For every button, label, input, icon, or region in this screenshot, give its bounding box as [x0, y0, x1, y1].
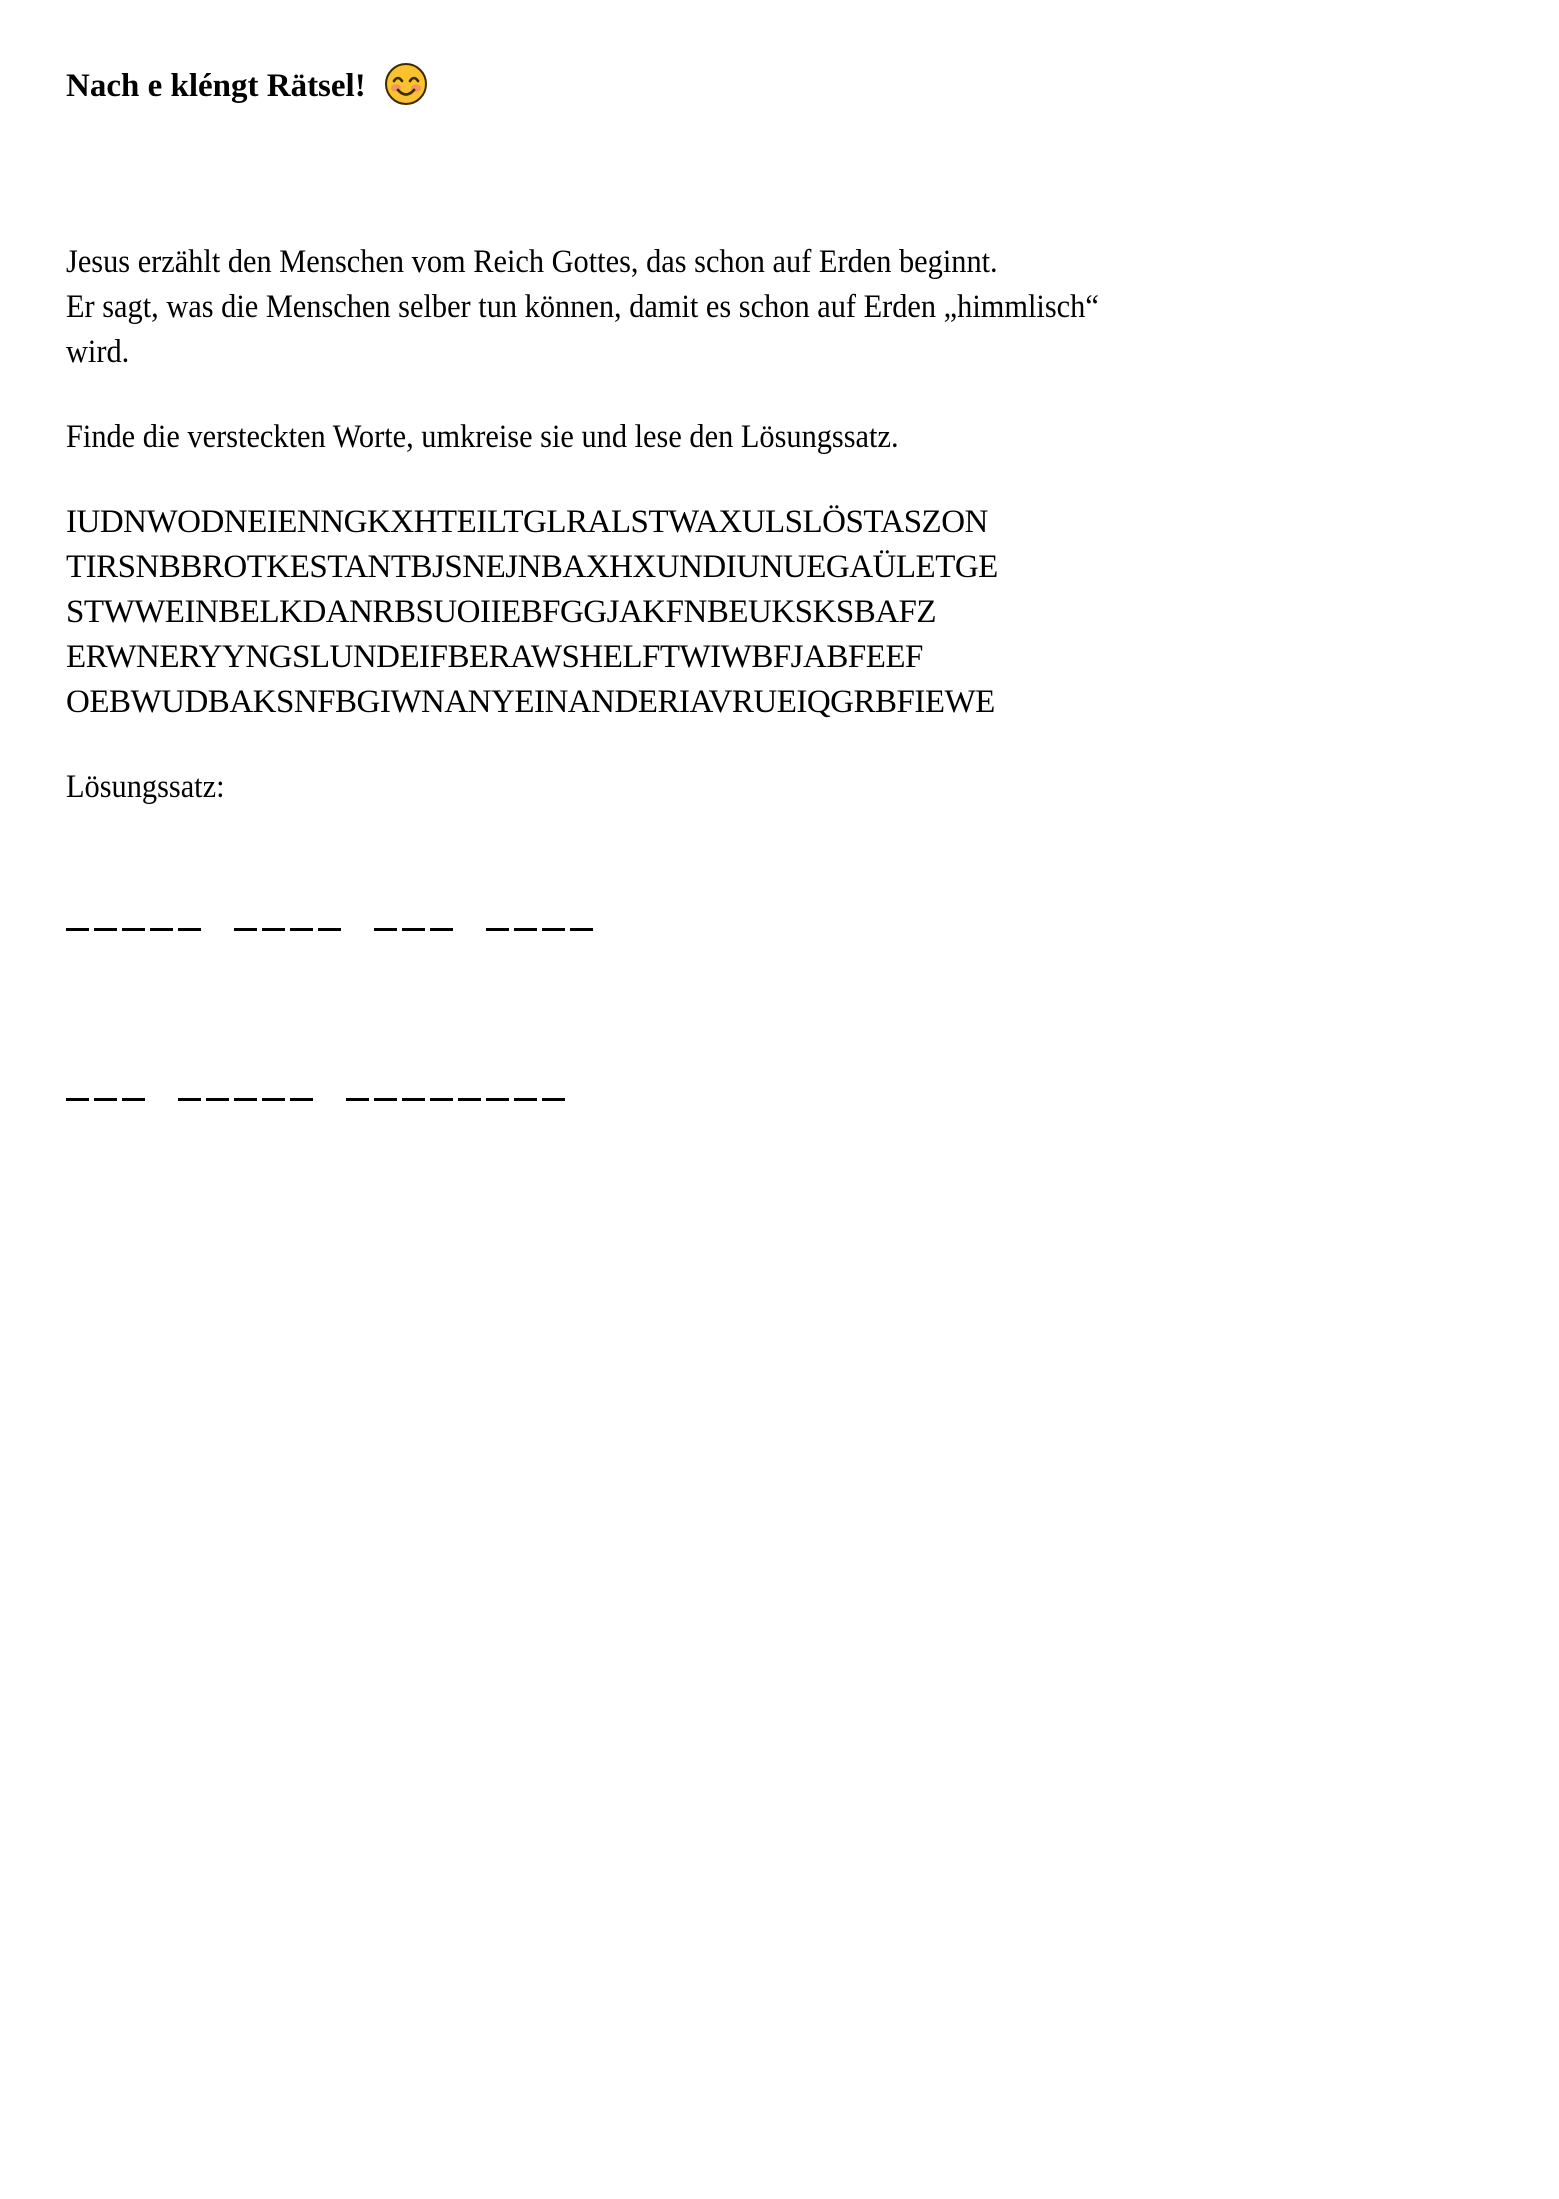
instruction-text: Finde die versteckten Worte, umkreise sie und lese den Lösungssatz. — [66, 419, 899, 455]
grid-row-2[interactable]: TIRSNBBROTKESTANTBJSNEJNBAXHXUNDIUNUEGAÜLETGE — [66, 549, 998, 585]
answer-word-blank-2[interactable] — [178, 1098, 318, 1101]
letter-blank — [234, 1098, 257, 1101]
worksheet-title — [66, 64, 428, 108]
grid-row-1[interactable]: IUDNWODNEIENNGKXHTEILTGLRALSTWAXULSLÖSTASZON — [66, 504, 988, 540]
answer-word-blank-3[interactable] — [346, 1098, 570, 1101]
answer-word-blank-4[interactable] — [486, 928, 598, 931]
solution-blanks-line-2[interactable] — [66, 1098, 598, 1101]
letter-blank — [94, 1098, 117, 1101]
letter-blank — [374, 928, 397, 931]
intro-line-3: wird. — [66, 334, 130, 370]
word-search-grid — [66, 500, 998, 725]
letter-blank — [206, 1098, 229, 1101]
answer-word-blank-1[interactable] — [66, 928, 206, 931]
letter-blank — [178, 1098, 201, 1101]
answer-word-blank-1[interactable] — [66, 1098, 150, 1101]
letter-blank — [290, 1098, 313, 1101]
answer-word-blank-2[interactable] — [234, 928, 346, 931]
letter-blank — [402, 1098, 425, 1101]
letter-blank — [514, 928, 537, 931]
letter-blank — [542, 1098, 565, 1101]
letter-blank — [514, 1098, 537, 1101]
letter-blank — [346, 1098, 369, 1101]
letter-blank — [486, 1098, 509, 1101]
letter-blank — [262, 1098, 285, 1101]
letter-blank — [430, 1098, 453, 1101]
answer-word-blank-3[interactable] — [374, 928, 458, 931]
grid-row-5[interactable]: OEBWUDBAKSNFBGIWNANYEINANDERIAVRUEIQGRBFIEWE — [66, 684, 995, 720]
letter-blank — [66, 928, 89, 931]
letter-blank — [262, 928, 285, 931]
letter-blank — [458, 1098, 481, 1101]
letter-blank — [66, 1098, 89, 1101]
solution-label: Lösungssatz: — [66, 769, 225, 805]
letter-blank — [122, 1098, 145, 1101]
letter-blank — [402, 928, 425, 931]
letter-blank — [318, 928, 341, 931]
letter-blank — [542, 928, 565, 931]
intro-line-2: Er sagt, was die Menschen selber tun können, damit es schon auf Erden „himmlisch“ — [66, 289, 1099, 325]
title-text: Nach e kléngt Rätsel! — [66, 68, 366, 104]
letter-blank — [150, 928, 173, 931]
letter-blank — [94, 928, 117, 931]
solution-blanks-line-1[interactable] — [66, 928, 626, 931]
letter-blank — [486, 928, 509, 931]
letter-blank — [374, 1098, 397, 1101]
letter-blank — [430, 928, 453, 931]
grid-row-3[interactable]: STWWEINBELKDANRBSUOIIEBFGGJAKFNBEUKSKSBAFZ — [66, 594, 937, 630]
grid-row-4[interactable]: ERWNERYYNGSLUNDEIFBERAWSHELFTWIWBFJABFEEF — [66, 639, 923, 675]
smiling-face-emoji-icon — [384, 62, 428, 106]
intro-line-1: Jesus erzählt den Menschen vom Reich Gottes, das schon auf Erden beginnt. — [66, 244, 998, 280]
letter-blank — [178, 928, 201, 931]
letter-blank — [570, 928, 593, 931]
letter-blank — [122, 928, 145, 931]
letter-blank — [234, 928, 257, 931]
letter-blank — [290, 928, 313, 931]
